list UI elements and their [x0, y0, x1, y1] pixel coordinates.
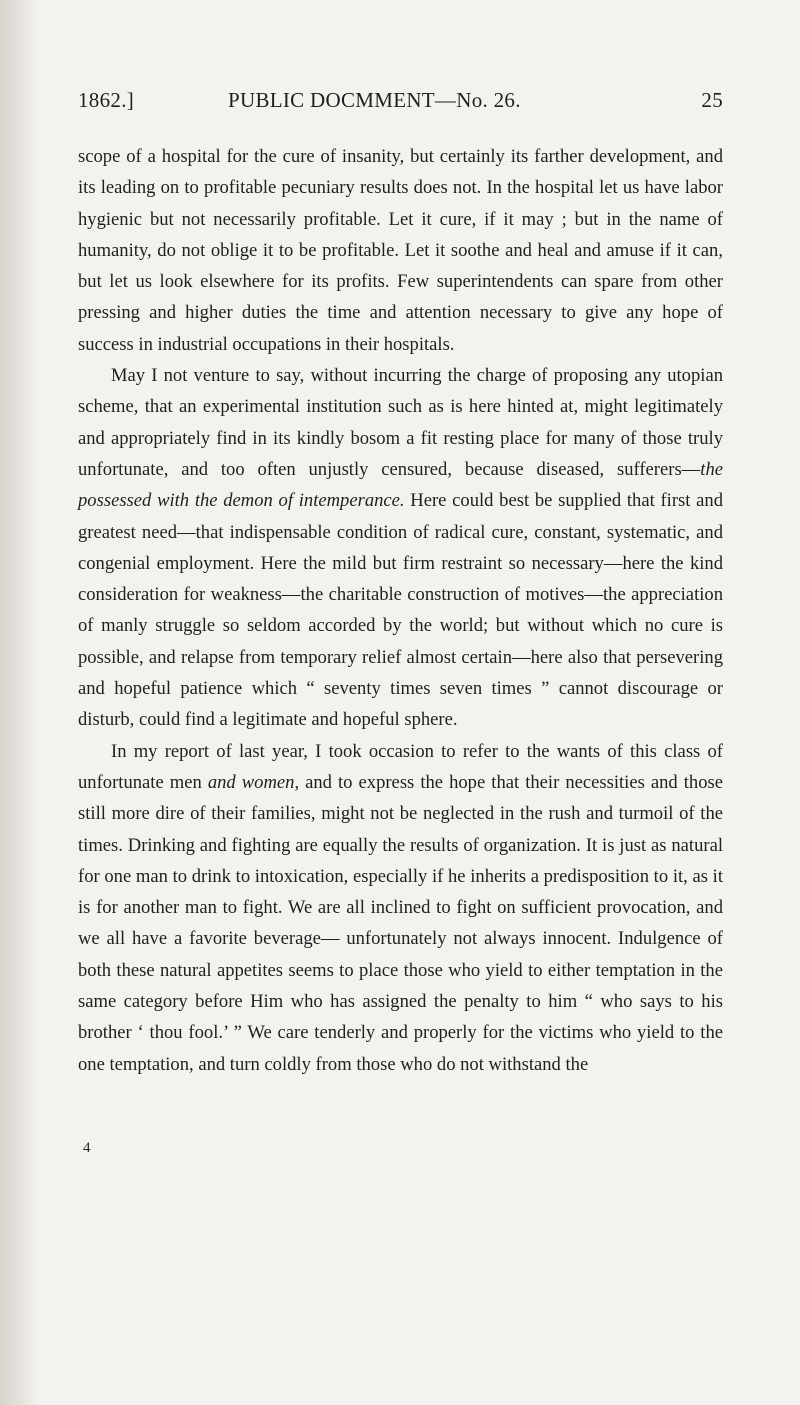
paragraph-1: scope of a hospital for the cure of insanity, but certainly its farther development, and its leading on to profitable pecuniary results does not. In the hospital let us have labor hygienic but not necessarily profitable. Let it cure, if it may ; but in the name of humanity, do not oblige it to be profitable. Let it soothe and heal and amuse if it can, but let us look elsewhere for its profits. Few superintendents can spare from other pressing and higher duties the time and attention necessary to give any hope of success in industrial occupations in their hospitals.: [78, 146, 723, 355]
paragraph-2-text-a: May I not venture to say, without incurring the charge of proposing any utopian scheme, that an experimental institution such as is here hinted at, might legitimately and appropriately find in its kindly bosom a fit resting place for many of those truly unfortunate, and too often unjustly censured, because diseased, sufferers—: [78, 365, 723, 480]
paragraph-2-italic-phrase: the possessed with the demon of intemperance.: [78, 458, 723, 512]
header-year: 1862.]: [78, 88, 135, 112]
paragraph-3-text-a: In my report of last year, I took occasion to refer to the wants of this class of unfortunate men: [78, 740, 723, 793]
header-page-number: 25: [701, 88, 723, 112]
paragraph-2-text-b: Here could best be supplied that first and greatest need—that indispensable condition of radical cure, constant, systematic, and congenial employment. Here the mild but firm restraint so necessary—here the kind consideration for weakness—the charitable construction of motives—the appreciation of manly struggle so seldom accorded by the world; but without which no cure is possible, and relapse from temporary relief almost certain—here also that persevering and hopeful patience which “ seventy times seven times ” cannot discourage or disturb, could find a legitimate and hopeful sphere.: [78, 490, 723, 731]
paragraph-3-text-b: , and to express the hope that their necessities and those still more dire of their families, might not be neglected in the rush and turmoil of the times. Drinking and fighting are equally the results of organization. It is just as natural for one man to drink to intoxication, especially if he inherits a predisposition to it, as it is for another man to fight. We are all inclined to fight on sufficient provocation, and we all have a favorite beverage— unfortunately not always innocent. Indulgence of both these natural appetites seems to place those who yield to either temptation in the same category before Him who has assigned the penalty to him “ who says to his brother ‘ thou fool.’ ” We care tenderly and properly for the victims who yield to the one temptation, and turn coldly from those who do not withstand the: [78, 771, 724, 1075]
paragraph-2: [78, 360, 723, 736]
signature-mark: 4: [83, 1140, 91, 1156]
scan-edge-shadow: [0, 0, 38, 1405]
body-text: [78, 141, 723, 1080]
header-title: PUBLIC DOCMMENT—No. 26.: [228, 88, 521, 112]
paragraph-3: [78, 736, 723, 1080]
running-head: [78, 88, 723, 118]
paragraph-3-italic-phrase: and women: [207, 771, 295, 793]
